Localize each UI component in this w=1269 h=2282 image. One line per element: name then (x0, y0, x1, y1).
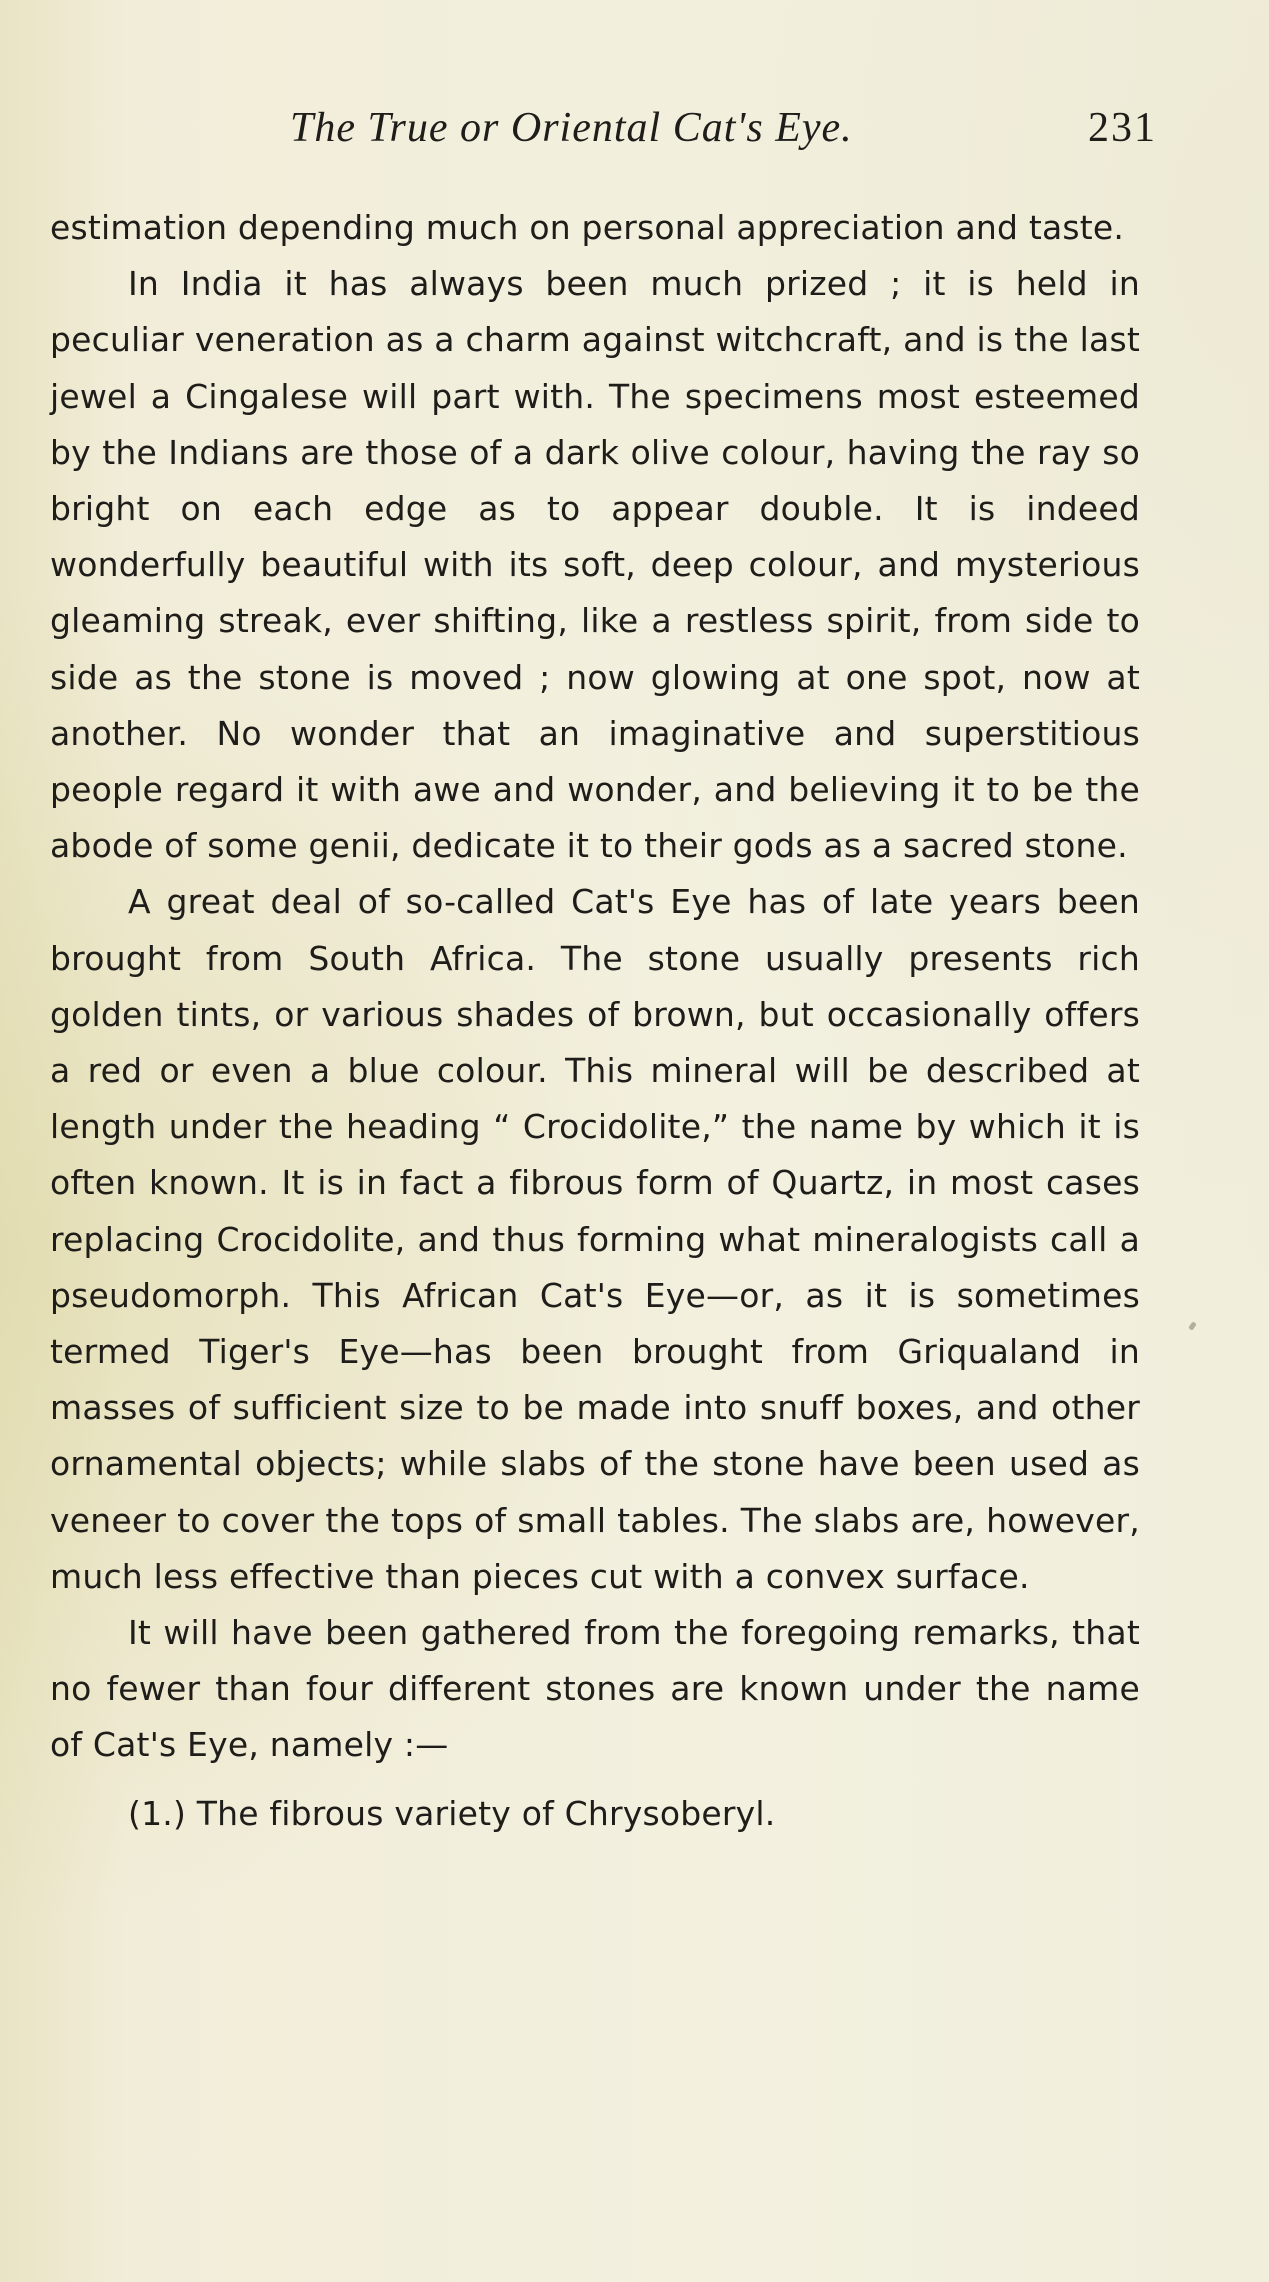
body-text (50, 200, 1140, 1842)
paragraph-continuation: estimation depending much on personal appreciation and taste. (50, 208, 1125, 247)
page-number: 231 (1088, 105, 1157, 151)
paper-speck (1188, 1321, 1197, 1330)
paragraph-south-africa: A great deal of so-called Cat's Eye has of late years been brought from South Africa. The stone usually presents rich golden tints, or various shades of brown, but occasionally offers a red or even a blue colour. This mineral will be described at length under the heading “ Crocidolite,” the name by which it is often known. It is in fact a fibrous form of Quartz, in most cases replacing Crocidolite, and thus forming what mineralogists call a pseudomorph. This African Cat's Eye—or, as it is sometimes termed Tiger's Eye—has been brought from Griqualand in masses of sufficient size to be made into snuff boxes, and other ornamental objects; while slabs of the stone have been used as veneer to cover the tops of small tables. The slabs are, however, much less effective than pieces cut with a convex surface. (50, 882, 1140, 1596)
paragraph-india: In India it has always been much prized ; it is held in peculiar veneration as a charm against witchcraft, and is the last jewel a Cingalese will part with. The specimens most esteemed by the Indians are those of a dark olive colour, having the ray so bright on each edge as to appear double. It is indeed wonderfully beautiful with its soft, deep colour, and mysterious gleaming streak, ever shifting, like a restless spirit, from side to side as the stone is moved ; now glowing at one spot, now at another. No wonder that an imaginative and superstitious people regard it with awe and wonder, and believing it to be the abode of some genii, dedicate it to their gods as a sacred stone. (50, 264, 1140, 866)
list-item-chrysoberyl: (1.) The fibrous variety of Chrysoberyl. (128, 1793, 776, 1833)
paragraph-summary: It will have been gathered from the foregoing remarks, that no fewer than four different stones are known under the name of Cat's Eye, namely :— (50, 1613, 1140, 1765)
running-title: The True or Oriental Cat's Eye. (290, 105, 853, 151)
running-header (0, 96, 1269, 160)
